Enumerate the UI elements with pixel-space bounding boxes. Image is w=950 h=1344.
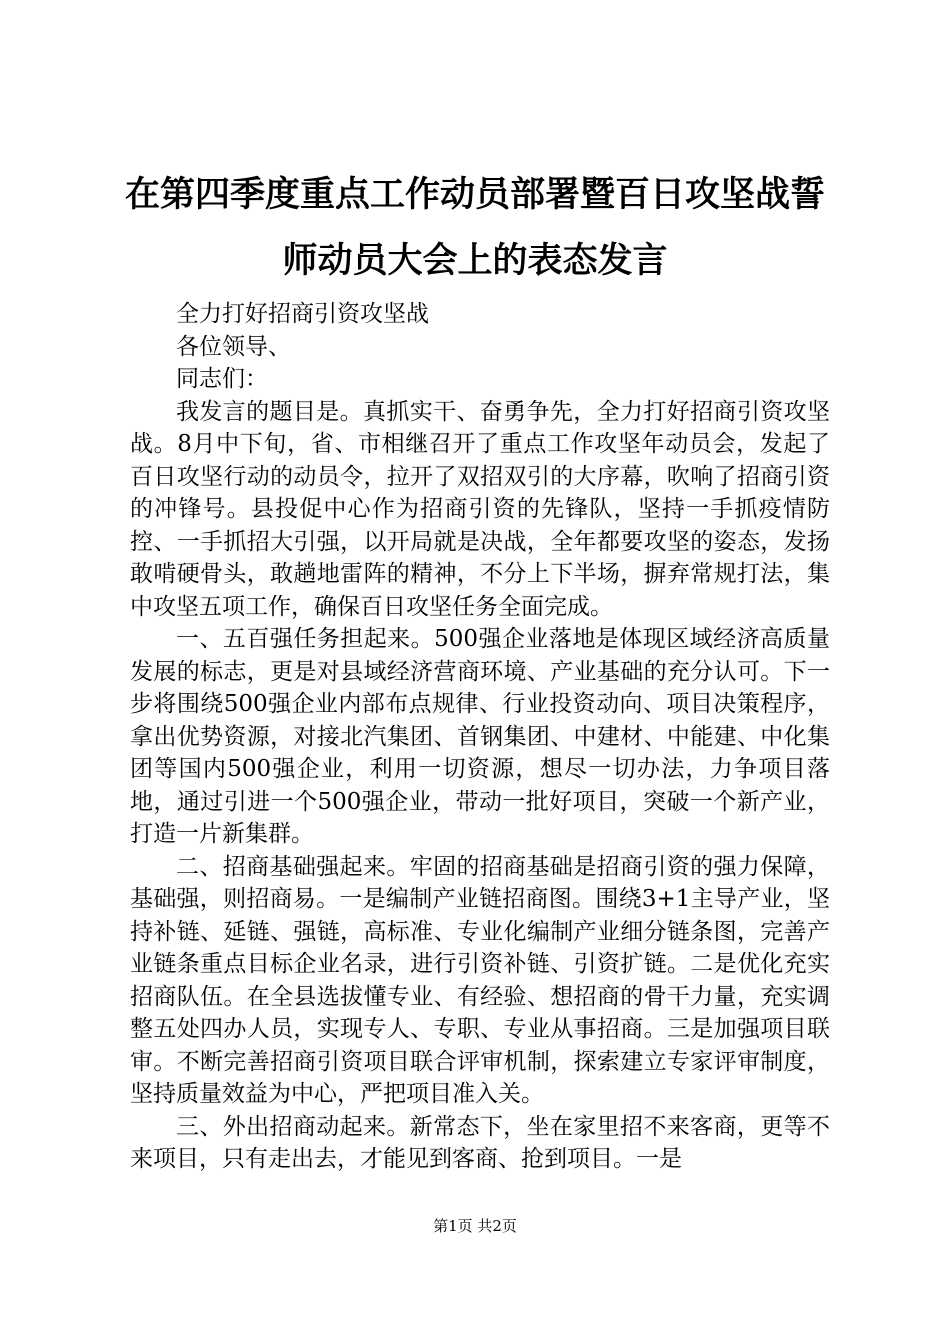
document-subtitle: 全力打好招商引资攻坚战 xyxy=(176,301,429,327)
paragraph-section-1: 一、五百强任务担起来。500强企业落地是体现区域经济高质量发展的标志，更是对县域经济营商环境、产业基础的充分认可。下一步将围绕500强企业内部布点规律、行业投资动向、项目决策程序，拿出优势资源，对接北汽集团、首钢集团、中建材、中能建、中化集团等国内500强企业，利用一切资源，想尽一切办法，力争项目落地，通过引进一个500强企业，带动一批好项目，突破一个新产业，打造一片新集群。 xyxy=(130,626,830,847)
salutation-comrades: 同志们： xyxy=(176,366,268,392)
paragraph-intro: 我发言的题目是。真抓实干、奋勇争先，全力打好招商引资攻坚战。8月中下旬，省、市相继召开了重点工作攻坚年动员会，发起了百日攻坚行动的动员令，拉开了双招双引的大序幕，吹响了招商引资的冲锋号。县投促中心作为招商引资的先锋队，坚持一手抓疫情防控、一手抓招大引强，以开局就是决战，全年都要攻坚的姿态，发扬敢啃硬骨头，敢趟地雷阵的精神，不分上下半场，摒弃常规打法，集中攻坚五项工作，确保百日攻坚任务全面完成。 xyxy=(130,398,830,620)
paragraph-section-2: 二、招商基础强起来。牢固的招商基础是招商引资的强力保障，基础强，则招商易。一是编制产业链招商图。围绕3+1主导产业，坚持补链、延链、强链，高标准、专业化编制产业细分链条图，完善产业链条重点目标企业名录，进行引资补链、引资扩链。二是优化充实招商队伍。在全县选拔懂专业、有经验、想招商的骨干力量，充实调整五处四办人员，实现专人、专职、专业从事招商。三是加强项目联审。不断完善招商引资项目联合评审机制，探索建立专家评审制度，坚持质量效益为中心，严把项目准入关。 xyxy=(130,853,830,1107)
document-body xyxy=(130,298,830,1176)
page-footer: 第1页 共2页 xyxy=(433,1217,517,1235)
paragraph-section-3: 三、外出招商动起来。新常态下，坐在家里招不来客商，更等不来项目，只有走出去，才能见到客商、抢到项目。一是 xyxy=(130,1113,830,1172)
document-title: 在第四季度重点工作动员部署暨百日攻坚战誓师动员大会上的表态发言 xyxy=(124,174,825,281)
salutation-leaders: 各位领导、 xyxy=(176,333,291,360)
